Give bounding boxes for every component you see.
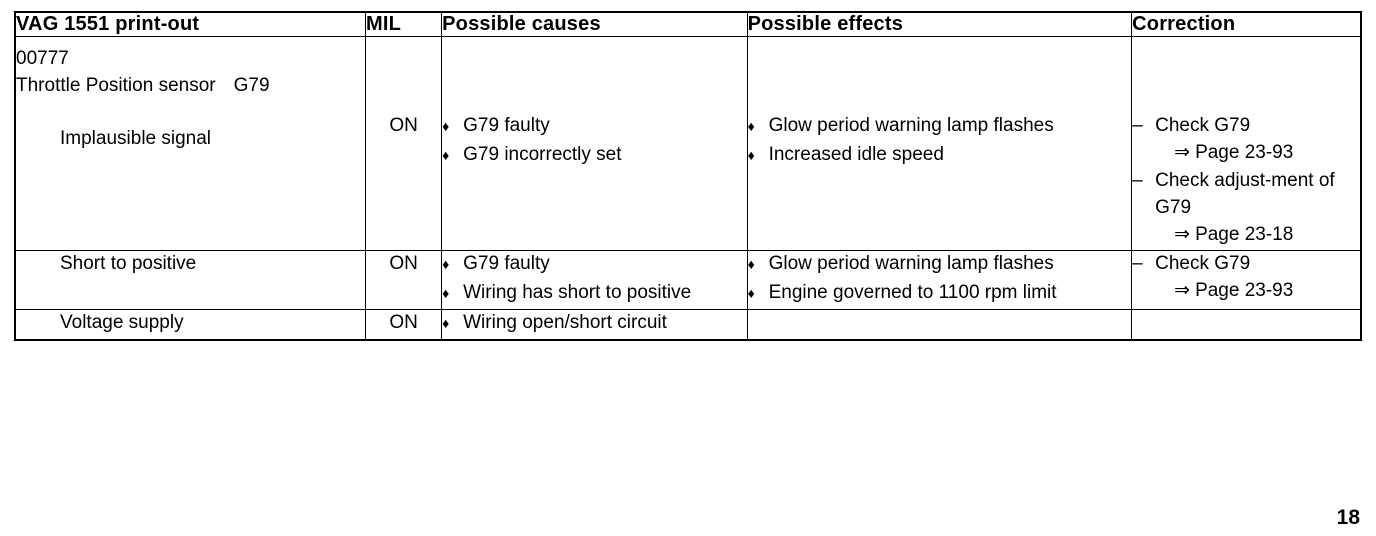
list-item: [442, 251, 746, 278]
sensor-name: [16, 73, 365, 100]
cross-reference: [1155, 222, 1360, 249]
column-header-mil: MIL: [366, 12, 442, 37]
cell-causes: [442, 250, 747, 309]
cell-causes: [442, 309, 747, 339]
list-item: [442, 310, 746, 337]
cell-correction: [1132, 250, 1361, 309]
fault-condition: Voltage supply: [60, 311, 184, 333]
table-row: [15, 250, 1361, 309]
column-header-correction: Correction: [1132, 12, 1361, 37]
dash-bullet-icon: –: [1132, 115, 1143, 136]
list-item: [748, 113, 1132, 140]
list-item: [748, 280, 1132, 307]
diamond-bullet-icon: ♦: [442, 314, 450, 331]
column-header-causes: Possible causes: [442, 12, 747, 37]
diamond-bullet-icon: ♦: [442, 118, 450, 134]
effect-text: Glow period warning lamp flashes: [768, 252, 1054, 274]
dash-bullet-icon: –: [1132, 169, 1143, 191]
correction-text: Check adjust-ment of G79: [1155, 169, 1335, 218]
correction-text: Check G79: [1155, 252, 1251, 274]
diamond-bullet-icon: ♦: [442, 255, 450, 272]
cell-printout: [15, 37, 366, 251]
cause-text: Wiring open/short circuit: [463, 311, 667, 333]
page-number: 18: [1336, 506, 1360, 529]
list-item: [1132, 113, 1360, 167]
arrow-icon: ⇒: [1174, 279, 1191, 301]
cell-printout: [15, 250, 366, 309]
table-header-row: [15, 12, 1361, 37]
cell-effects: [747, 309, 1132, 339]
arrow-icon: ⇒: [1174, 141, 1191, 163]
table-row: [15, 37, 1361, 251]
cause-text: G79 faulty: [463, 115, 550, 136]
cell-mil: ON: [366, 37, 442, 251]
effect-text: Glow period warning lamp flashes: [768, 115, 1054, 136]
cell-correction: [1132, 37, 1361, 251]
cell-causes: [442, 37, 747, 251]
diamond-bullet-icon: ♦: [747, 255, 755, 272]
list-item: [748, 251, 1132, 278]
diamond-bullet-icon: ♦: [747, 146, 755, 163]
dash-bullet-icon: –: [1132, 252, 1143, 274]
cell-mil: ON: [366, 250, 442, 309]
cell-correction: [1132, 309, 1361, 339]
diamond-bullet-icon: ♦: [442, 146, 450, 163]
arrow-icon: ⇒: [1174, 223, 1191, 245]
list-item: [748, 142, 1132, 169]
sensor-id: G79: [233, 74, 270, 96]
table-body: [15, 37, 1361, 340]
cause-text: G79 faulty: [463, 252, 550, 274]
reference-page: Page 23-93: [1195, 141, 1294, 163]
cell-effects: [747, 37, 1132, 251]
effect-text: Engine governed to 1100 rpm limit: [768, 281, 1057, 303]
diamond-bullet-icon: ♦: [747, 284, 755, 301]
cell-mil: ON: [366, 309, 442, 339]
list-item: [1132, 251, 1360, 305]
reference-page: Page 23-18: [1195, 223, 1294, 245]
fault-code: 00777: [16, 48, 69, 69]
cell-effects: [747, 250, 1132, 309]
column-header-effects: Possible effects: [747, 12, 1132, 37]
cause-text: G79 incorrectly set: [463, 143, 622, 165]
cross-reference: [1155, 278, 1360, 305]
cause-text: Wiring has short to positive: [463, 281, 692, 303]
diamond-bullet-icon: ♦: [442, 284, 450, 301]
column-header-printout: VAG 1551 print-out: [15, 12, 366, 37]
effect-text: Increased idle speed: [768, 143, 944, 165]
cross-reference: [1155, 140, 1360, 167]
sensor-label: Throttle Position sensor: [16, 74, 216, 96]
fault-code-table: [14, 11, 1362, 341]
reference-page: Page 23-93: [1195, 279, 1294, 301]
correction-text: Check G79: [1155, 115, 1251, 136]
list-item: [442, 280, 746, 307]
list-item: [442, 113, 746, 140]
diamond-bullet-icon: ♦: [747, 118, 755, 134]
table-row: [15, 309, 1361, 339]
cell-printout: [15, 309, 366, 339]
fault-condition: Short to positive: [60, 252, 197, 274]
list-item: [1132, 168, 1360, 249]
fault-condition: Implausible signal: [60, 127, 212, 149]
table-header: [15, 12, 1361, 37]
list-item: [442, 142, 746, 169]
